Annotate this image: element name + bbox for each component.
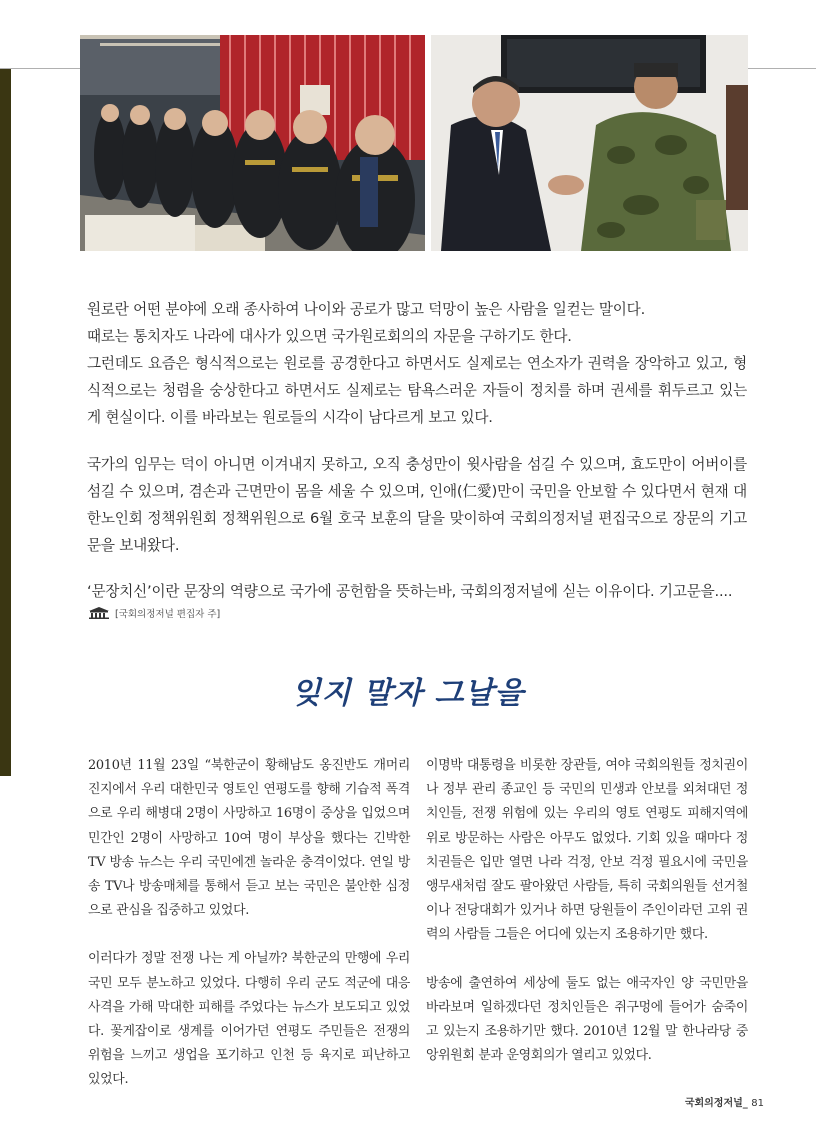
article-column-right xyxy=(426,754,748,1092)
photo-aircraft-cabin xyxy=(80,35,425,251)
article-title: 잊지 말자 그날을 xyxy=(291,676,525,711)
intro-para-5: ‘문장치신’이란 문장의 역량으로 국가에 공헌함을 뜻하는바, 국회의정저널에 싣는 이유이다. 기고문을.... xyxy=(87,583,733,600)
article-paragraph: 이명박 대통령을 비롯한 장관들, 여야 국회의원들 정치권이나 정부 관리 종교인 등 국민의 민생과 안보를 외쳐대던 정치인들, 전쟁 위험에 있는 우리의 영토 연평도 피해지역에 위로 방문하는 사람은 아무도 없었다. 기회 있을 때마다 정치권들은 입만 열면 나라 걱정, 안보 걱정 필요시에 국민을 앵무새처럼 잘도 팔아왔던 사람들, 특히 국회의원들 선거철이나 전당대회가 있거나 하면 당원들이 주인이라던 고위 권력의 사람들 그들은 어디에 있는지 조용하기만 했다. xyxy=(426,758,748,943)
page-number: 81 xyxy=(751,1098,764,1109)
assembly-building-icon xyxy=(88,607,110,619)
intro-para-1: 원로란 어떤 분야에 오래 종사하여 나이와 공로가 많고 덕망이 높은 사람을 일컫는 말이다. xyxy=(87,301,646,318)
intro-block-1 xyxy=(87,296,747,431)
photo-handshake xyxy=(431,35,748,251)
editor-note xyxy=(88,604,220,622)
magazine-name: 국회의정저널_ xyxy=(684,1098,748,1109)
intro-block-2 xyxy=(87,451,747,559)
article-paragraph: 2010년 11월 23일 “북한군이 황해남도 옹진반도 개머리 진지에서 우리 대한민국 영토인 연평도를 향해 기습적 폭격으로 우리 해병대 2명이 사망하고 16명이 중상을 입었으며 민간인 2명이 사망하고 10여 명이 부상을 했다는 긴박한 TV 방송 뉴스는 우리 국민에겐 놀라운 충격이었다. 연일 방송 TV나 방송매체를 통해서 듣고 보는 국민은 불안한 심정으로 관심을 집중하고 있었다. xyxy=(88,758,410,919)
article-paragraph: 방송에 출연하여 세상에 둘도 없는 애국자인 양 국민만을 바라보며 일하겠다던 정치인들은 쥐구멍에 들어가 숨죽이고 있는지 조용하기만 했다. 2010년 12월 말 한나라당 중앙위원회 분과 운영회의가 열리고 있었다. xyxy=(426,975,748,1064)
page-footer xyxy=(685,1094,764,1109)
top-rule-right xyxy=(748,68,816,69)
article-paragraph: 이러다가 정말 전쟁 나는 게 아닐까? 북한군의 만행에 우리 국민 모두 분노하고 있었다. 다행히 우리 군도 적군에 대응사격을 가해 막대한 피해를 주었다는 뉴스가 보도되고 있었다. 꽃게잡이로 생계를 이어가던 연평도 주민들은 전쟁의 위험을 느끼고 생업을 포기하고 인천 등 육지로 피난하고 있었다. xyxy=(88,951,410,1088)
article-column-left xyxy=(88,754,410,1117)
top-rule-left xyxy=(0,68,80,69)
editor-note-text: [국회의정저널 편집자 주] xyxy=(115,609,221,620)
intro-para-4: 국가의 임무는 덕이 아니면 이겨내지 못하고, 오직 충성만이 윗사람을 섬길 수 있으며, 효도만이 어버이를 섬길 수 있으며, 겸손과 근면만이 몸을 세울 수 있으며, 인애(仁愛)만이 국민을 안보할 수 있다면서 현재 대한노인회 정책위원회 정책위원으로 6월 호국 보훈의 달을 맞이하여 국회의정저널 편집국으로 장문의 기고문을 보내왔다. xyxy=(87,456,747,554)
intro-para-3: 그런데도 요즘은 형식적으로는 원로를 공경한다고 하면서도 실제로는 연소자가 권력을 장악하고 있고, 형식적으로는 청렴을 숭상한다고 하면서도 실제로는 탐욕스러운 자들이 정치를 하며 권세를 휘두르고 있는 게 현실이다. 이를 바라보는 원로들의 시각이 남다르게 보고 있다. xyxy=(87,355,747,426)
intro-block-3 xyxy=(87,578,747,605)
intro-para-2: 때로는 통치자도 나라에 대사가 있으면 국가원로회의의 자문을 구하기도 한다. xyxy=(87,328,572,345)
